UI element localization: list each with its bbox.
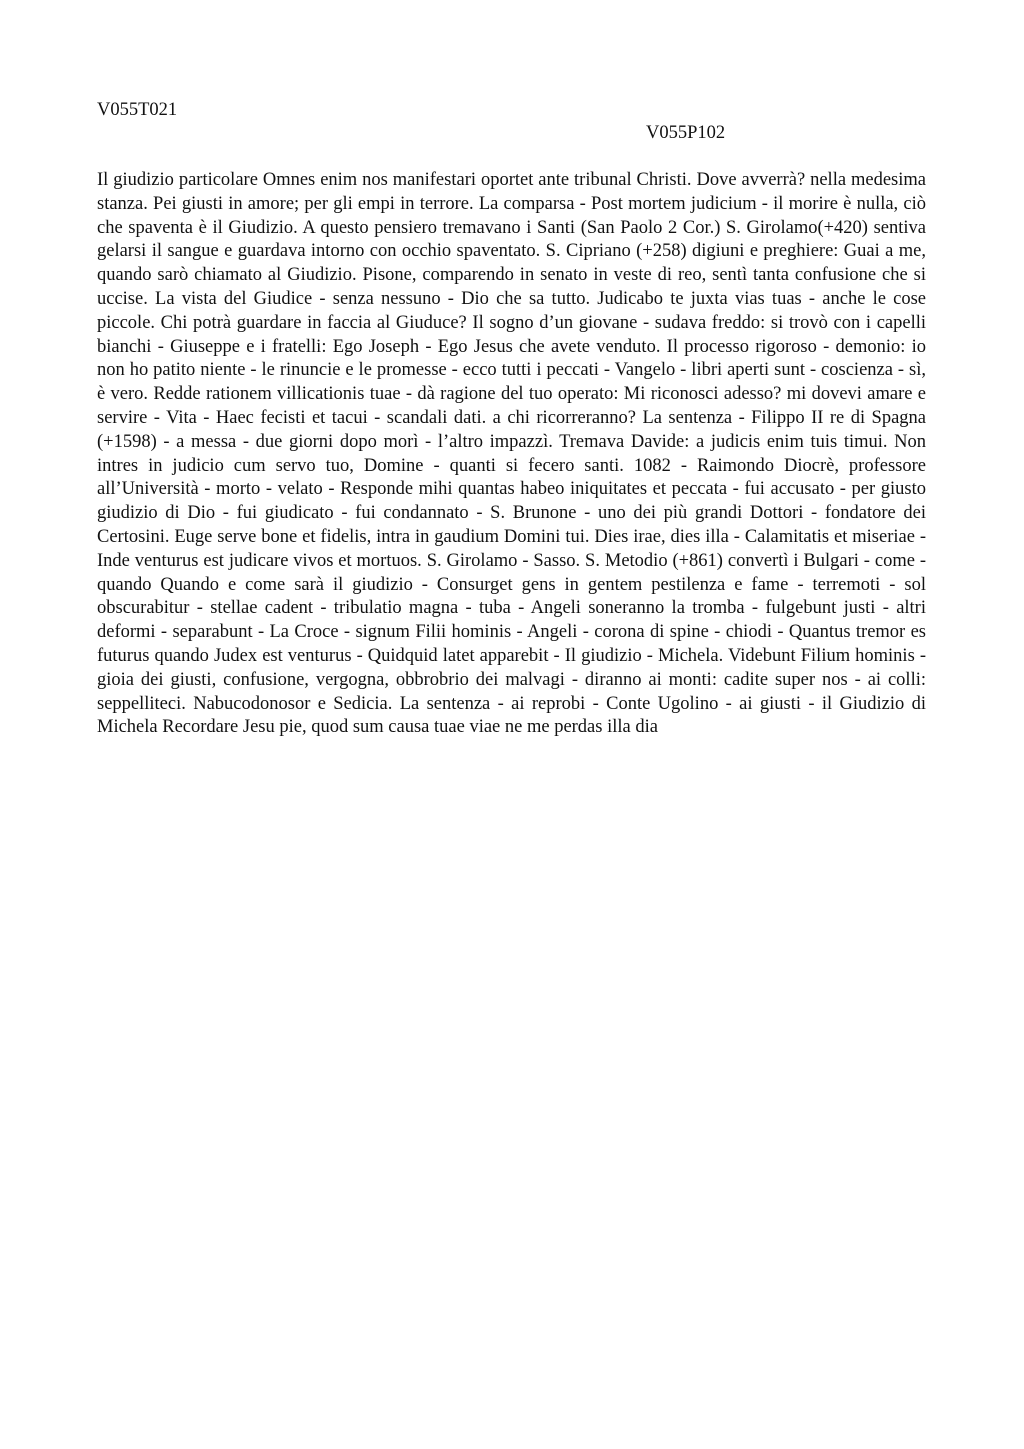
document-id: V055T021 [97,100,178,120]
page-id: V055P102 [646,123,726,143]
body-paragraph: Il giudizio particolare Omnes enim nos manifestari oportet ante tribunal Christi. Dove avverrà? nella medesima stanza. Pei giusti in amore; per gli empi in terrore. La comparsa - Post mortem judicium - il morire è nulla, ciò che spaventa è il Giudizio. A questo pensiero tremavano i Santi (San Paolo 2 Cor.) S. Girolamo(+420) sentiva gelarsi il sangue e guardava intorno con occhio spaventato. S. Cipriano (+258) digiuni e preghiere: Guai a me, quando sarò chiamato al Giudizio. Pisone, comparendo in senato in veste di reo, sentì tanta confusione che si uccise. La vista del Giudice - senza nessuno - Dio che sa tutto. Judicabo te juxta vias tuas - anche le cose piccole. Chi potrà guardare in faccia al Giuduce? Il sogno d’un giovane - sudava freddo: si trovò con i capelli bianchi - Giuseppe e i fratelli: Ego Joseph - Ego Jesus che avete venduto. Il processo rigoroso - demonio: io non ho patito niente - le rinuncie e le promesse - ecco tutti i peccati - Vangelo - libri aperti sunt - coscienza - sì, è vero. Redde rationem villicationis tuae - dà ragione del tuo operato: Mi riconosci adesso? mi dovevi amare e servire - Vita - Haec fecisti et tacui - scandali dati. a chi ricorreranno? La sentenza - Filippo II re di Spagna (+1598) - a messa - due giorni dopo morì - l’altro impazzì. Tremava Davide: a judicis enim tuis timui. Non intres in judicio cum servo tuo, Domine - quanti si fecero santi. 1082 - Raimondo Diocrè, professore all’Università - morto - velato - Responde mihi quantas habeo iniquitates et peccata - fui accusato - per giusto giudizio di Dio - fui giudicato - fui condannato - S. Brunone - uno dei più grandi Dottori - fondatore dei Certosini. Euge serve bone et fidelis, intra in gaudium Domini tui. Dies irae, dies illa - Calamitatis et miseriae - Inde venturus est judicare vivos et mortuos. S. Girolamo - Sasso. S. Metodio (+861) convertì i Bulgari - come - quando Quando e come sarà il giudizio - Consurget gens in gentem pestilenza e fame - terremoti - sol obscurabitur - stellae cadent - tribulatio magna - tuba - Angeli soneranno la tromba - fulgebunt justi - altri deformi - separabunt - La Croce - signum Filii hominis - Angeli - corona di spine - chiodi - Quantus tremor es futurus quando Judex est venturus - Quidquid latet apparebit - Il giudizio - Michela. Videbunt Filium hominis - gioia dei giusti, confusione, vergogna, obbrobrio dei malvagi - diranno ai monti: cadite super nos - ai colli: seppelliteci. Nabucodonosor e Sedicia. La sentenza - ai reprobi - Conte Ugolino - ai giusti - il Giudizio di Michela Recordare Jesu pie, quod sum causa tuae viae ne me perdas illa dia [97,170,926,738]
